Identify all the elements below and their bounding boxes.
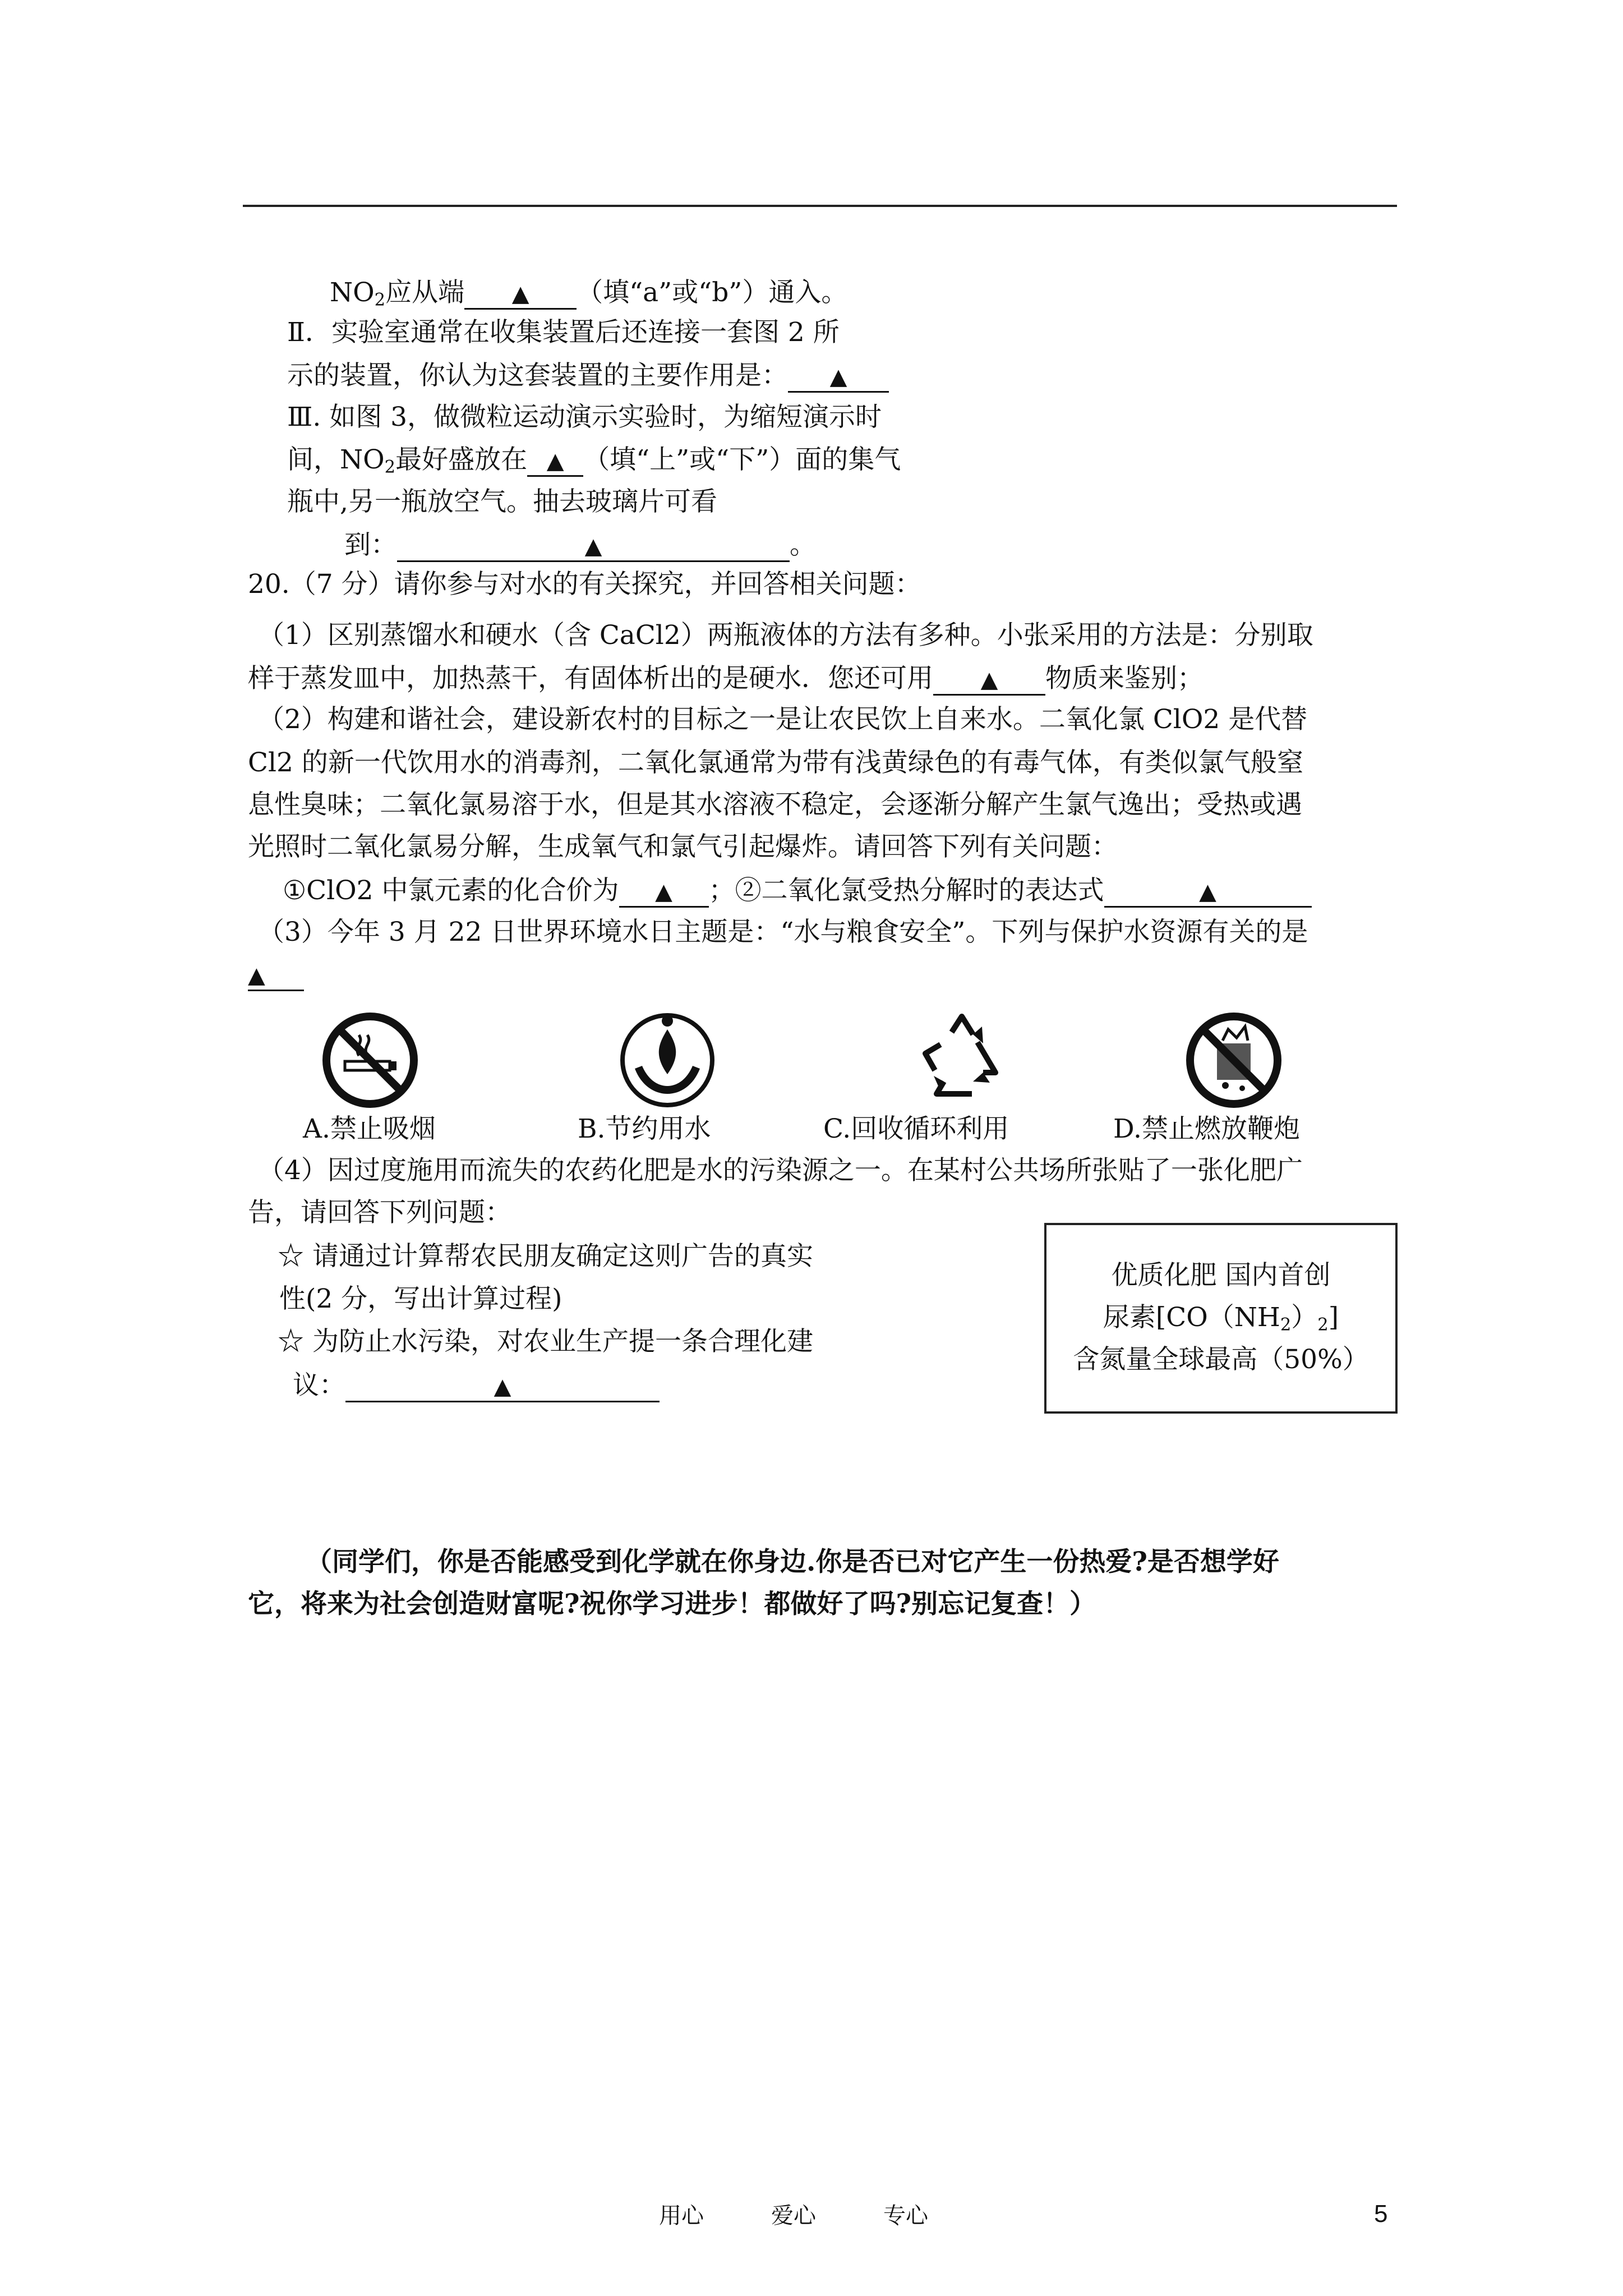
q20-part4-line2: 告，请回答下列问题：	[248, 1197, 511, 1228]
footer-text-2: 爱心	[771, 2203, 816, 2229]
q20-star2-line2: 议： ▲	[293, 1369, 660, 1402]
save-water-icon	[617, 1010, 718, 1111]
q19-line-7: 到： ▲ 。	[344, 528, 816, 562]
option-c-label: C.回收循环利用	[823, 1114, 1009, 1144]
q20-star1-line1: ☆ 请通过计算帮农民朋友确定这则广告的真实	[278, 1241, 813, 1272]
q20-star2-line1: ☆ 为防止水污染，对农业生产提一条合理化建	[278, 1326, 813, 1357]
answer-blank[interactable]: ▲	[397, 531, 790, 562]
q20-title: 20.（7 分）请你参与对水的有关探究，并回答相关问题：	[248, 569, 921, 600]
option-a-label: A.禁止吸烟	[303, 1114, 436, 1144]
q19-line-5: 间，$NO_2$最好盛放在 ▲ （填“上”或“下”）面的集气	[287, 444, 901, 477]
q19-line-2: Ⅱ．实验室通常在收集装置后还连接一套图 2 所	[287, 317, 840, 348]
q20-part3-line1: （3）今年 3 月 22 日世界环境水日主题是：“水与粮食安全”。下列与保护水资源有关的是	[258, 917, 1308, 947]
no-firecrackers-icon	[1183, 1010, 1284, 1111]
q20-part3-answer	[248, 958, 304, 991]
q20-part2-line5: ①ClO2 中氯元素的化合价为 ▲ ；②二氧化氯受热分解时的表达式 ▲	[283, 874, 1312, 908]
q20-star1-line2: 性(2 分，写出计算过程)	[279, 1283, 562, 1314]
answer-blank[interactable]: ▲	[788, 362, 889, 393]
footer-text-3: 专心	[883, 2203, 928, 2229]
closing-line-1: （同学们，你是否能感受到化学就在你身边.你是否已对它产生一份热爱?是否想学好	[306, 1547, 1279, 1577]
answer-blank[interactable]: ▲	[345, 1372, 660, 1402]
q20-part1-line2: 样于蒸发皿中，加热蒸干，有固体析出的是硬水．您还可用 ▲ 物质来鉴别；	[248, 662, 1204, 696]
fertilizer-ad-box	[1044, 1223, 1398, 1414]
recycle-icon	[911, 1010, 1012, 1111]
option-d-label: D.禁止燃放鞭炮	[1113, 1114, 1300, 1144]
footer-text-1: 用心	[659, 2203, 704, 2229]
q19-line-4: Ⅲ. 如图 3，做微粒运动演示实验时，为缩短演示时	[287, 402, 882, 432]
answer-blank[interactable]: ▲	[933, 665, 1045, 696]
q20-part2-line4: 光照时二氧化氯易分解，生成氧气和氯气引起爆炸。请回答下列有关问题：	[248, 831, 1118, 862]
q20-part2-line3: 息性臭味；二氧化氯易溶于水，但是其水溶液不稳定，会逐渐分解产生氯气逸出；受热或遇	[248, 789, 1302, 820]
q19-line-3: 示的装置，你认为这套装置的主要作用是： ▲	[287, 359, 889, 393]
answer-blank[interactable]: ▲	[1104, 877, 1312, 908]
ad-line-2: 尿素$[CO(NH_2)_2]$	[1103, 1302, 1339, 1335]
answer-blank[interactable]: ▲	[619, 877, 709, 908]
q19-line-6: 瓶中,另一瓶放空气。抽去玻璃片可看	[287, 486, 717, 517]
ad-line-3: 含氮量全球最高（50%）	[1073, 1344, 1369, 1375]
q20-part4-line1: （4）因过度施用而流失的农药化肥是水的污染源之一。在某村公共场所张贴了一张化肥广	[258, 1155, 1303, 1186]
ad-line-1: 优质化肥 国内首创	[1111, 1260, 1331, 1291]
page-number: 5	[1374, 2200, 1388, 2228]
no-smoking-icon	[320, 1010, 421, 1111]
q19-line-1: $NO_2$应从端 ▲ （填“a”或“b”）通入。	[330, 277, 848, 310]
q20-part2-line1: （2）构建和谐社会，建设新农村的目标之一是让农民饮上自来水。二氧化氯 ClO2 是代替	[258, 704, 1308, 735]
closing-line-2: 它，将来为社会创造财富呢?祝你学习进步！都做好了吗?别忘记复查！）	[248, 1589, 1096, 1619]
option-b-label: B.节约用水	[578, 1114, 711, 1144]
q20-part2-line2: Cl2 的新一代饮用水的消毒剂，二氧化氯通常为带有浅黄绿色的有毒气体，有类似氯气般窒	[248, 747, 1303, 778]
answer-blank[interactable]: ▲	[527, 446, 583, 477]
q20-part1-line1: （1）区别蒸馏水和硬水（含 CaCl2）两瓶液体的方法有多种。小张采用的方法是：分别取	[258, 620, 1313, 651]
answer-blank[interactable]: ▲	[248, 960, 304, 991]
header-rule	[243, 205, 1397, 207]
answer-blank[interactable]: ▲	[464, 279, 577, 310]
